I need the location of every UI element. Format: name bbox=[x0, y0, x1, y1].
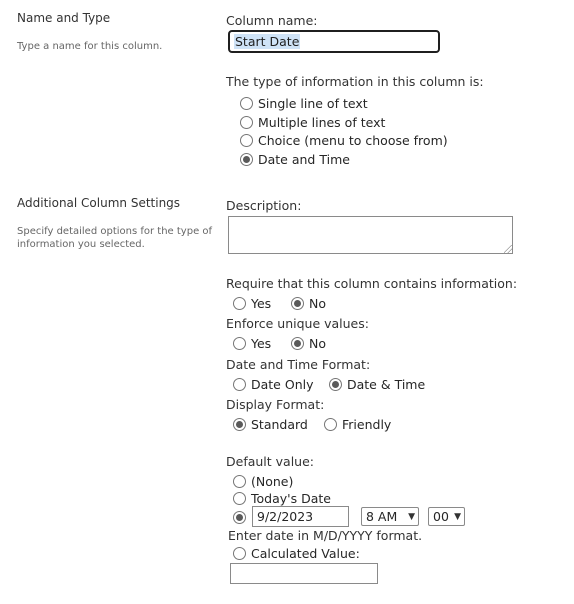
default-none-option[interactable] bbox=[233, 473, 293, 489]
calculated-value-input[interactable] bbox=[230, 563, 378, 584]
date-only-option[interactable] bbox=[233, 376, 313, 392]
require-no-label: No bbox=[309, 295, 326, 311]
unique-no-label: No bbox=[309, 335, 326, 351]
unique-label: Enforce unique values: bbox=[226, 316, 369, 331]
radio-date-and-time[interactable] bbox=[329, 378, 342, 391]
type-option-multiple-lines[interactable] bbox=[240, 114, 385, 130]
default-none-label: (None) bbox=[251, 473, 294, 489]
default-calculated-label: Calculated Value: bbox=[251, 545, 360, 561]
radio-default-none[interactable] bbox=[233, 475, 246, 488]
radio-require-no[interactable] bbox=[291, 297, 304, 310]
description-wrapper bbox=[228, 216, 513, 254]
radio-require-yes[interactable] bbox=[233, 297, 246, 310]
chevron-down-icon: ▼ bbox=[454, 511, 461, 522]
unique-no-option[interactable] bbox=[291, 335, 326, 351]
type-option-single-line[interactable] bbox=[240, 95, 368, 111]
unique-yes-option[interactable] bbox=[233, 335, 271, 351]
friendly-option[interactable] bbox=[324, 416, 391, 432]
friendly-label: Friendly bbox=[342, 416, 392, 432]
section-desc-additional-line1: Specify detailed options for the type of bbox=[17, 226, 213, 237]
resize-grip-icon[interactable] bbox=[504, 245, 512, 253]
hour-select-value: 8 AM bbox=[366, 509, 398, 524]
radio-single-line[interactable] bbox=[240, 97, 253, 110]
minute-select[interactable] bbox=[428, 507, 465, 526]
radio-default-today[interactable] bbox=[233, 492, 246, 505]
display-format-label: Display Format: bbox=[226, 397, 325, 412]
radio-standard[interactable] bbox=[233, 418, 246, 431]
type-option-choice[interactable] bbox=[240, 132, 448, 148]
description-label: Description: bbox=[226, 198, 302, 213]
radio-date-time[interactable] bbox=[240, 153, 253, 166]
require-label: Require that this column contains information: bbox=[226, 276, 518, 291]
require-yes-option[interactable] bbox=[233, 295, 271, 311]
chevron-down-icon: ▼ bbox=[408, 511, 415, 522]
section-desc-additional-line2: information you selected. bbox=[17, 239, 145, 250]
radio-choice[interactable] bbox=[240, 134, 253, 147]
default-specific-option[interactable] bbox=[233, 509, 246, 525]
radio-friendly[interactable] bbox=[324, 418, 337, 431]
date-format-label: Date and Time Format: bbox=[226, 357, 371, 372]
radio-multiple-lines[interactable] bbox=[240, 116, 253, 129]
type-option-label: Single line of text bbox=[258, 95, 368, 111]
unique-yes-label: Yes bbox=[251, 335, 272, 351]
default-value-label: Default value: bbox=[226, 454, 315, 469]
section-title-additional: Additional Column Settings bbox=[17, 196, 181, 210]
standard-option[interactable] bbox=[233, 416, 308, 432]
date-time-option[interactable] bbox=[329, 376, 425, 392]
standard-label: Standard bbox=[251, 416, 308, 432]
default-calculated-option[interactable] bbox=[233, 545, 360, 561]
default-date-value: 9/2/2023 bbox=[257, 509, 314, 524]
require-no-option[interactable] bbox=[291, 295, 326, 311]
radio-date-only[interactable] bbox=[233, 378, 246, 391]
section-title-name-type: Name and Type bbox=[17, 11, 111, 25]
description-textarea[interactable] bbox=[228, 216, 513, 254]
radio-unique-yes[interactable] bbox=[233, 337, 246, 350]
column-name-value: Start Date bbox=[235, 34, 300, 49]
type-label: The type of information in this column is: bbox=[226, 74, 484, 89]
type-option-date-time[interactable] bbox=[240, 151, 350, 167]
default-today-label: Today's Date bbox=[251, 490, 331, 506]
column-name-input[interactable] bbox=[228, 30, 440, 53]
radio-unique-no[interactable] bbox=[291, 337, 304, 350]
radio-default-calculated[interactable] bbox=[233, 547, 246, 560]
require-yes-label: Yes bbox=[251, 295, 272, 311]
date-format-hint: Enter date in M/D/YYYY format. bbox=[228, 528, 423, 543]
column-name-label: Column name: bbox=[226, 13, 318, 28]
radio-default-specific[interactable] bbox=[233, 511, 246, 524]
type-option-label: Choice (menu to choose from) bbox=[258, 132, 448, 148]
type-option-label: Multiple lines of text bbox=[258, 114, 386, 130]
section-desc-name-type: Type a name for this column. bbox=[17, 41, 163, 52]
hour-select[interactable] bbox=[361, 507, 419, 526]
date-time-label: Date & Time bbox=[347, 376, 426, 392]
default-today-option[interactable] bbox=[233, 490, 331, 506]
minute-select-value: 00 bbox=[433, 509, 449, 524]
date-only-label: Date Only bbox=[251, 376, 314, 392]
default-date-input[interactable] bbox=[252, 506, 349, 527]
type-option-label: Date and Time bbox=[258, 151, 350, 167]
